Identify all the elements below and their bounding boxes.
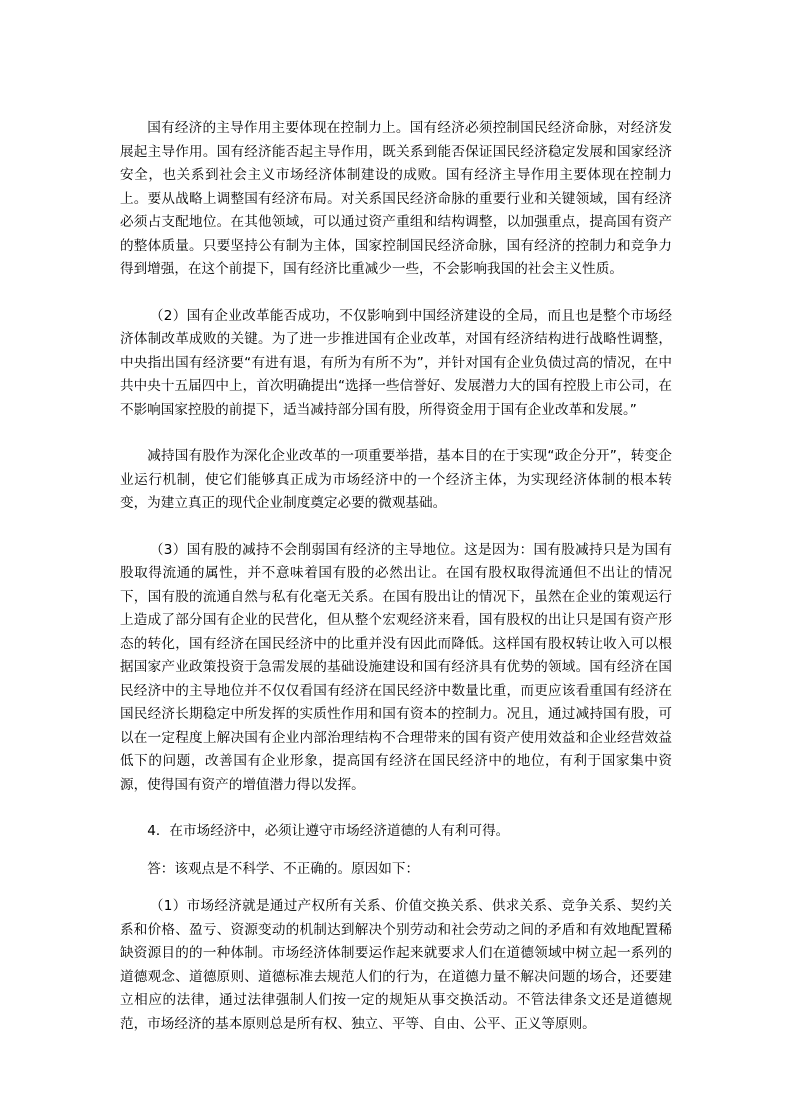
paragraph-point-3: （3）国有股的减持不会削弱国有经济的主导地位。这是因为：国有股减持只是为国有股取得流通的属性，并不意味着国有股的必然出让。在国有股权取得流通但不出让的情况下，国有股的流通自然与私有化毫无关系。在国有股出让的情况下，虽然在企业的策观运行上造成了部分国有企业的民营化，但从整个宏观经济来看，国有股权的出让只是国有资产形态的转化，国有经济在国民经济中的比重并没有因此而降低。这样国有股权转让收入可以根据国家产业政策投资于急需发展的基础设施建设和国有经济具有优势的领域。国有经济在国民经济中的主导地位并不仅仅看国有经济在国民经济中数量比重，而更应该看重国有经济在国民经济长期稳定中所发挥的实质性作用和国有资本的控制力。况且，通过减持国有股，可以在一定程度上解决国有企业内部治理结构不合理带来的国有资产使用效益和企业经营效益低下的问题，改善国有企业形象，提高国有经济在国民经济中的地位，有利于国家集中资源，使得国有资产的增值潜力得以发挥。 [120, 541, 672, 793]
paragraph-answer-point-1: （1）市场经济就是通过产权所有关系、价值交换关系、供求关系、竞争关系、契约关系和价格、盈亏、资源变动的机制达到解决个别劳动和社会劳动之间的矛盾和有效地配置稀缺资源目的的一种体制。市场经济体制要运作起来就要求人们在道德领域中树立起一系列的道德观念、道德原则、道德标准去规范人们的行为，在道德力量不解决问题的场合，还要建立相应的法律，通过法律强制人们按一定的规矩从事交换活动。不管法律条文还是道德规范，市场经济的基本原则总是所有权、独立、平等、自由、公平、正义等原则。 [120, 898, 672, 1032]
paragraph-point-2: （2）国有企业改革能否成功，不仅影响到中国经济建设的全局，而且也是整个市场经济体制改革成败的关键。为了进一步推进国有企业改革，对国有经济结构进行战略性调整，中央指出国有经济要“有进有退，有所为有所不为”，并针对国有企业负债过高的情况，在中共中央十五届四中上，首次明确提出“选择一些信誉好、发展潜力大的国有控股上市公司，在不影响国家控股的前提下，适当减持部分国有股，所得资金用于国有企业改革和发展。” [120, 307, 672, 418]
question-4-heading: 4．在市场经济中，必须让遵守市场经济道德的人有利可得。 [147, 823, 510, 839]
document-body [120, 117, 672, 1059]
paragraph-share-reduction: 减持国有股作为深化企业改革的一项重要举措，基本目的在于实现“政企分开”，转变企业运行机制，使它们能够真正成为市场经济中的一个经济主体，为实现经济体制的根本转变，为建立真正的现代企业制度奠定必要的微观基础。 [120, 448, 672, 511]
answer-intro: 答：该观点是不科学、不正确的。原因如下： [147, 860, 420, 877]
paragraph-state-economy-control: 国有经济的主导作用主要体现在控制力上。国有经济必须控制国民经济命脉，对经济发展起主导作用。国有经济能否起主导作用，既关系到能否保证国民经济稳定发展和国家经济安全，也关系到社会主义市场经济体制建设的成败。国有经济主导作用主要体现在控制力上。要从战略上调整国有经济布局。对关系国民经济命脉的重要行业和关键领域，国有经济必须占支配地位。在其他领域，可以通过资产重组和结构调整，以加强重点，提高国有资产的整体质量。只要坚持公有制为主体，国家控制国民经济命脉，国有经济的控制力和竞争力得到增强，在这个前提下，国有经济比重减少一些，不会影响我国的社会主义性质。 [120, 120, 672, 277]
